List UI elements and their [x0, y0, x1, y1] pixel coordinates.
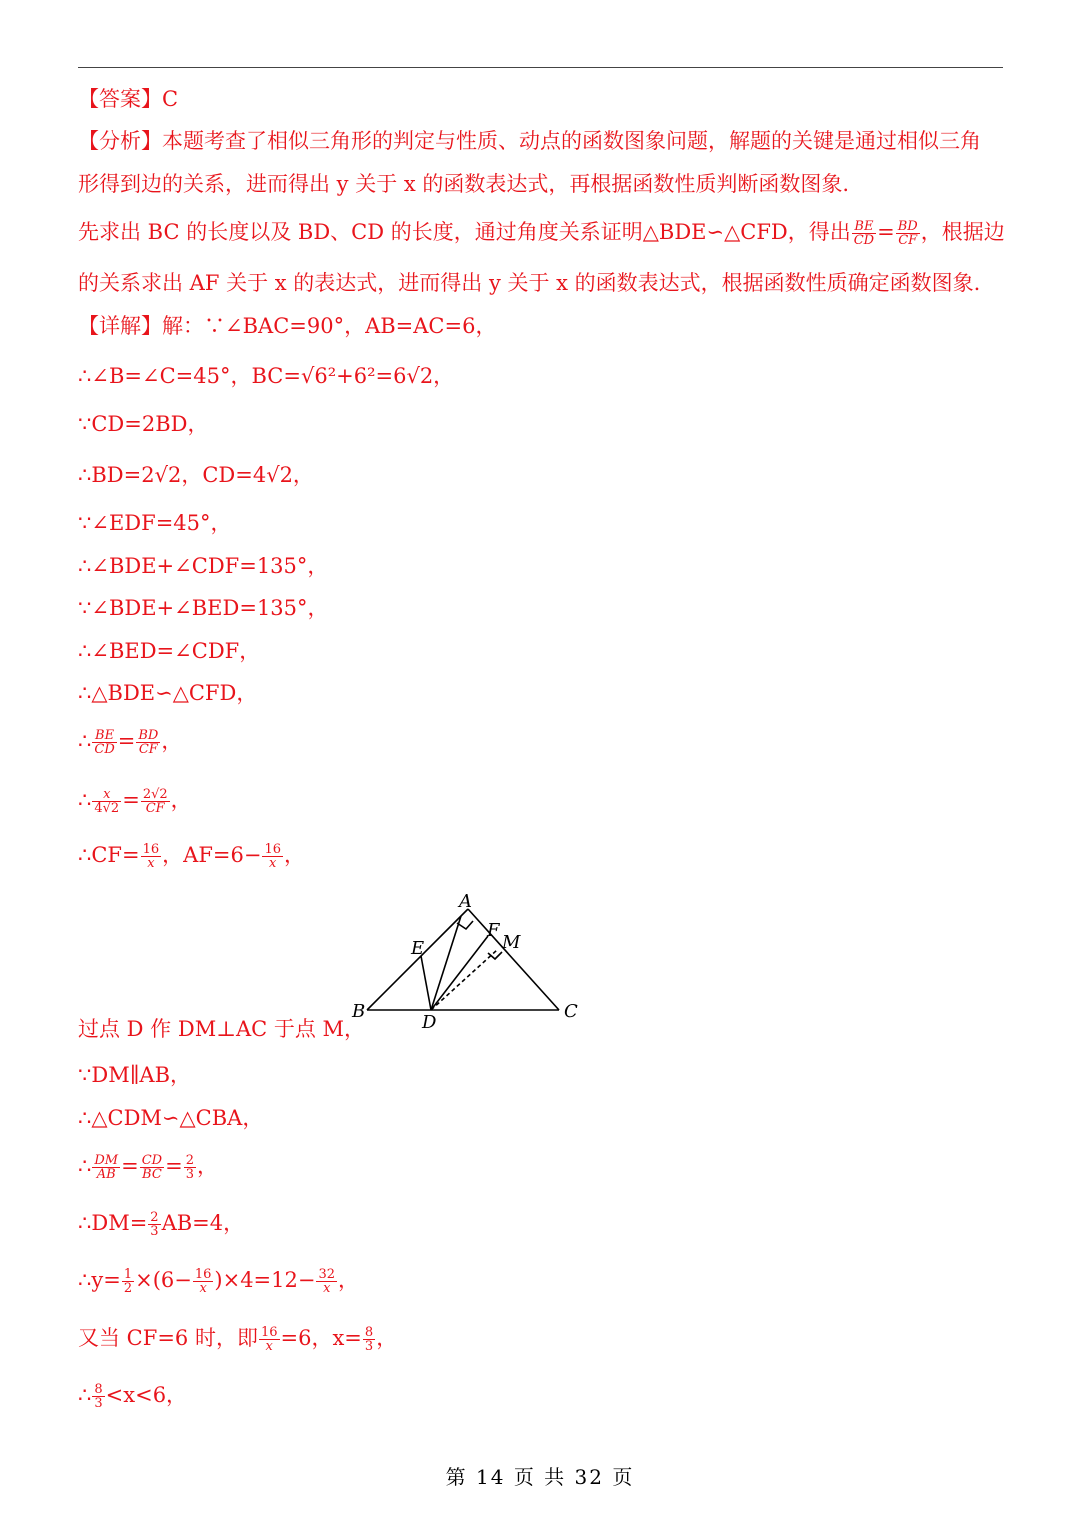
- segment-de: [421, 956, 431, 1010]
- analysis-line-1: 【分析】本题考查了相似三角形的判定与性质、动点的函数图象问题，解题的关键是通过相似三角: [78, 129, 981, 153]
- label-m: M: [502, 932, 521, 953]
- analysis-line-3: 先求出 BC 的长度以及 BD、CD 的长度，通过角度关系证明△BDE∽△CFD，得出 $\frac{BE}{CD}$ = $\frac{BD}{CF}$ ，根据边: [78, 219, 1005, 248]
- detail-line-7: ∵∠BDE+∠BED=135°，: [78, 596, 329, 620]
- analysis-line-2: 形得到边的关系，进而得出 y 关于 x 的函数表达式，再根据函数性质判断函数图象.: [78, 172, 850, 196]
- detail-line-14: ∵DM∥AB，: [78, 1063, 191, 1087]
- detail-line-13: 过点 D 作 DM⊥AC 于点 M，: [78, 1017, 366, 1041]
- segment-ac: [468, 909, 559, 1010]
- label-a: A: [459, 893, 472, 912]
- detail-line-18: ∴y= $\frac{1}{2}$ ×(6− $\frac{16}{x}$ )×4=12− $\frac{32}{x}$ ，: [78, 1267, 360, 1296]
- detail-line-12: ∴CF= $\frac{16}{x}$ ，AF=6− $\frac{16}{x}$ ，: [78, 842, 305, 871]
- detail-line-19: 又当 CF=6 时，即 $\frac{16}{x}$ =6，x= $\frac{8}{3}$ ，: [78, 1325, 398, 1354]
- analysis-line-4: 的关系求出 AF 关于 x 的表达式，进而得出 y 关于 x 的函数表达式，根据函数性质确定函数图象.: [78, 271, 981, 295]
- segment-ab: [367, 909, 468, 1010]
- label-d: D: [422, 1012, 437, 1033]
- detail-line-9: ∴△BDE∽△CFD，: [78, 681, 258, 705]
- label-c: C: [564, 1001, 578, 1022]
- detail-line-10: ∴ $\frac{BE}{CD}$ = $\frac{BD}{CF}$ ，: [78, 728, 183, 757]
- detail-line-5: ∵∠EDF=45°，: [78, 511, 232, 535]
- page-footer: 第 14 页 共 32 页: [445, 1465, 635, 1489]
- header-rule: [78, 67, 1003, 68]
- detail-line-17: ∴DM= $\frac{2}{3}$ AB=4，: [78, 1210, 245, 1239]
- detail-line-8: ∴∠BED=∠CDF，: [78, 639, 261, 663]
- detail-line-2: ∴∠B=∠C=45°，BC=√6²+6²=6√2，: [78, 364, 455, 388]
- detail-line-11: ∴ $\frac{x}{4√2}$ = $\frac{2√2}{CF}$ ，: [78, 787, 192, 816]
- detail-line-6: ∴∠BDE+∠CDF=135°，: [78, 554, 329, 578]
- right-angle-mark-m: [488, 952, 502, 959]
- detail-line-16: ∴ $\frac{DM}{AB}$ = $\frac{CD}{BC}$ = $\frac{2}{3}$ ，: [78, 1153, 218, 1182]
- label-b: B: [352, 1001, 366, 1022]
- fraction-bd-cf: $\frac{BD}{CF}$: [897, 219, 918, 248]
- label-f: F: [487, 920, 500, 941]
- detail-line-20: ∴ $\frac{8}{3}$ <x<6，: [78, 1382, 188, 1411]
- detail-line-15: ∴△CDM∽△CBA，: [78, 1106, 264, 1130]
- answer-line: 【答案】C: [78, 87, 179, 111]
- detail-line-1: 【详解】解：∵∠BAC=90°，AB=AC=6，: [78, 314, 497, 338]
- label-e: E: [411, 938, 425, 959]
- fraction-be-cd: $\frac{BE}{CD}$: [853, 219, 875, 248]
- detail-line-3: ∵CD=2BD，: [78, 412, 209, 436]
- segment-df: [431, 936, 488, 1010]
- detail-line-4: ∴BD=2√2，CD=4√2，: [78, 463, 314, 487]
- geometry-figure: [345, 893, 585, 1037]
